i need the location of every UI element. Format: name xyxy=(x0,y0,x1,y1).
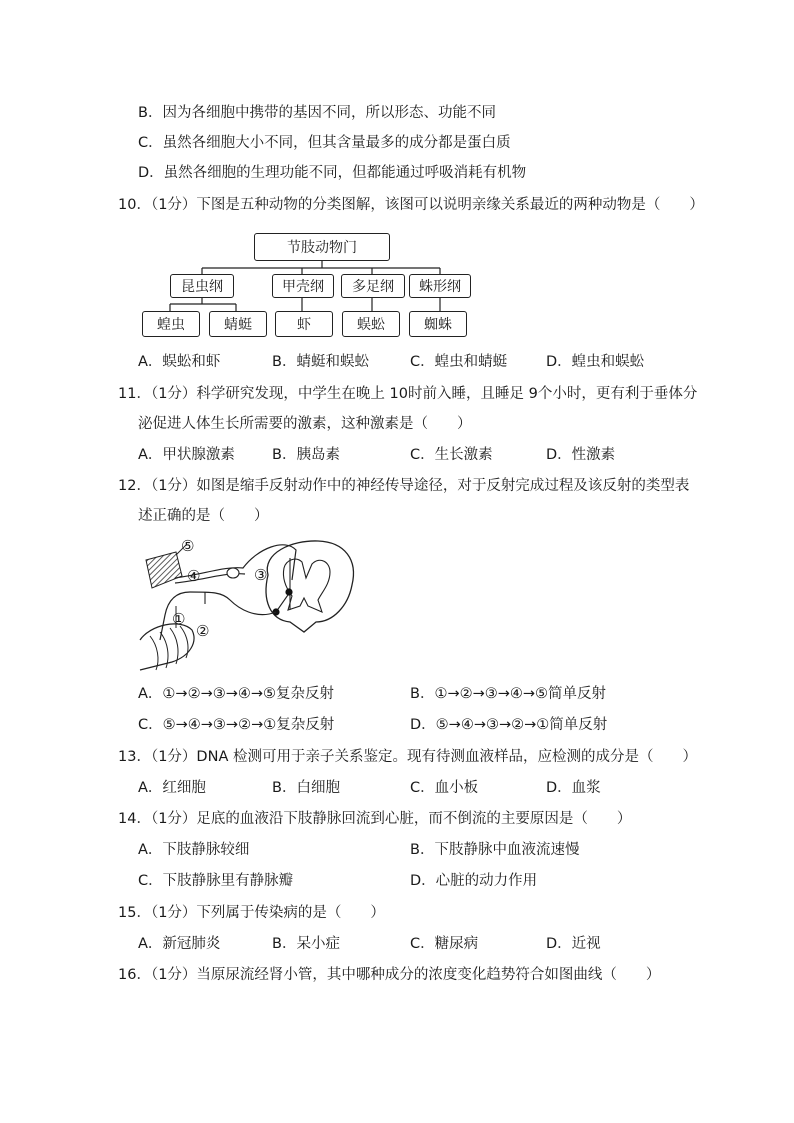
q12-option-d: D．⑤→④→③→②→①简单反射 xyxy=(410,717,608,733)
q14-option-a: A．下肢静脉较细 xyxy=(138,842,250,858)
q11-option-b: B．胰岛素 xyxy=(272,447,340,463)
q13-option-a: A．红细胞 xyxy=(138,780,206,796)
q14-option-b: B．下肢静脉中血液流速慢 xyxy=(410,842,580,858)
q12-stem-line1: 12．（1分）如图是缩手反射动作中的神经传导途径，对于反射完成过程及该反射的类型表 xyxy=(118,478,690,494)
q14-option-c: C．下肢静脉里有静脉瓣 xyxy=(138,873,294,889)
q15-stem: 15．（1分）下列属于传染病的是（ ） xyxy=(118,905,385,921)
q14-stem: 14．（1分）足底的血液沿下肢静脉回流到心脏，而不倒流的主要原因是（ ） xyxy=(118,811,632,827)
q15-option-c: C．糖尿病 xyxy=(410,936,479,952)
q9-option-c: C．虽然各细胞大小不同，但其含量最多的成分都是蛋白质 xyxy=(138,135,511,151)
q13-stem: 13．（1分）DNA 检测可用于亲子关系鉴定。现有待测血液样品，应检测的成分是（ ） xyxy=(118,749,697,765)
q16-stem: 16．（1分）当原尿流经肾小管，其中哪种成分的浓度变化趋势符合如图曲线（ ） xyxy=(118,967,661,983)
q10-option-c: C．蝗虫和蜻蜓 xyxy=(410,354,508,370)
tree-class-insecta: 昆虫纲 xyxy=(170,274,234,298)
q9-option-d: D．虽然各细胞的生理功能不同，但都能通过呼吸消耗有机物 xyxy=(138,165,527,181)
reflex-label-5: ⑤ xyxy=(181,537,195,555)
q12-option-a: A．①→②→③→④→⑤复杂反射 xyxy=(138,686,335,702)
tree-class-myriapoda: 多足纲 xyxy=(341,274,405,298)
q11-stem-line2: 泌促进人体生长所需要的激素，这种激素是（ ） xyxy=(138,416,472,432)
q13-option-d: D．血浆 xyxy=(546,780,601,796)
reflex-label-1: ① xyxy=(172,610,186,628)
q11-option-c: C．生长激素 xyxy=(410,447,493,463)
tree-class-crustacea: 甲壳纲 xyxy=(272,274,334,298)
q11-stem-line1: 11．（1分）科学研究发现，中学生在晚上 10时前入睡，且睡足 9个小时，更有利于垂体分 xyxy=(118,386,698,402)
q10-option-a: A．蜈蚣和虾 xyxy=(138,354,221,370)
tree-animal-locust: 蝗虫 xyxy=(142,311,200,337)
reflex-label-3: ③ xyxy=(254,566,268,584)
q14-option-d: D．心脏的动力作用 xyxy=(410,873,538,889)
q12-stem-line2: 述正确的是（ ） xyxy=(138,508,269,524)
q10-option-b: B．蜻蜓和蜈蚣 xyxy=(272,354,369,370)
reflex-label-4: ④ xyxy=(187,567,201,585)
q15-option-a: A．新冠肺炎 xyxy=(138,936,221,952)
q11-option-a: A．甲状腺激素 xyxy=(138,447,235,463)
tree-animal-spider: 蜘蛛 xyxy=(409,311,467,337)
tree-animal-dragonfly: 蜻蜓 xyxy=(209,311,267,337)
q13-option-c: C．血小板 xyxy=(410,780,479,796)
q15-option-b: B．呆小症 xyxy=(272,936,340,952)
q12-option-b: B．①→②→③→④→⑤简单反射 xyxy=(410,686,607,702)
q11-option-d: D．性激素 xyxy=(546,447,616,463)
tree-class-arachnida: 蛛形纲 xyxy=(409,274,471,298)
tree-root-arthropoda: 节肢动物门 xyxy=(254,233,390,261)
q10-stem: 10．（1分）下图是五种动物的分类图解，该图可以说明亲缘关系最近的两种动物是（ ） xyxy=(118,197,704,213)
tree-animal-centipede: 蜈蚣 xyxy=(342,311,400,337)
reflex-label-2: ② xyxy=(196,622,210,640)
q15-option-d: D．近视 xyxy=(546,936,601,952)
tree-animal-shrimp: 虾 xyxy=(275,311,333,337)
q13-option-b: B．白细胞 xyxy=(272,780,340,796)
q9-option-b: B．因为各细胞中携带的基因不同，所以形态、功能不同 xyxy=(138,105,496,121)
q12-option-c: C．⑤→④→③→②→①复杂反射 xyxy=(138,717,335,733)
q10-option-d: D．蝗虫和蜈蚣 xyxy=(546,354,645,370)
